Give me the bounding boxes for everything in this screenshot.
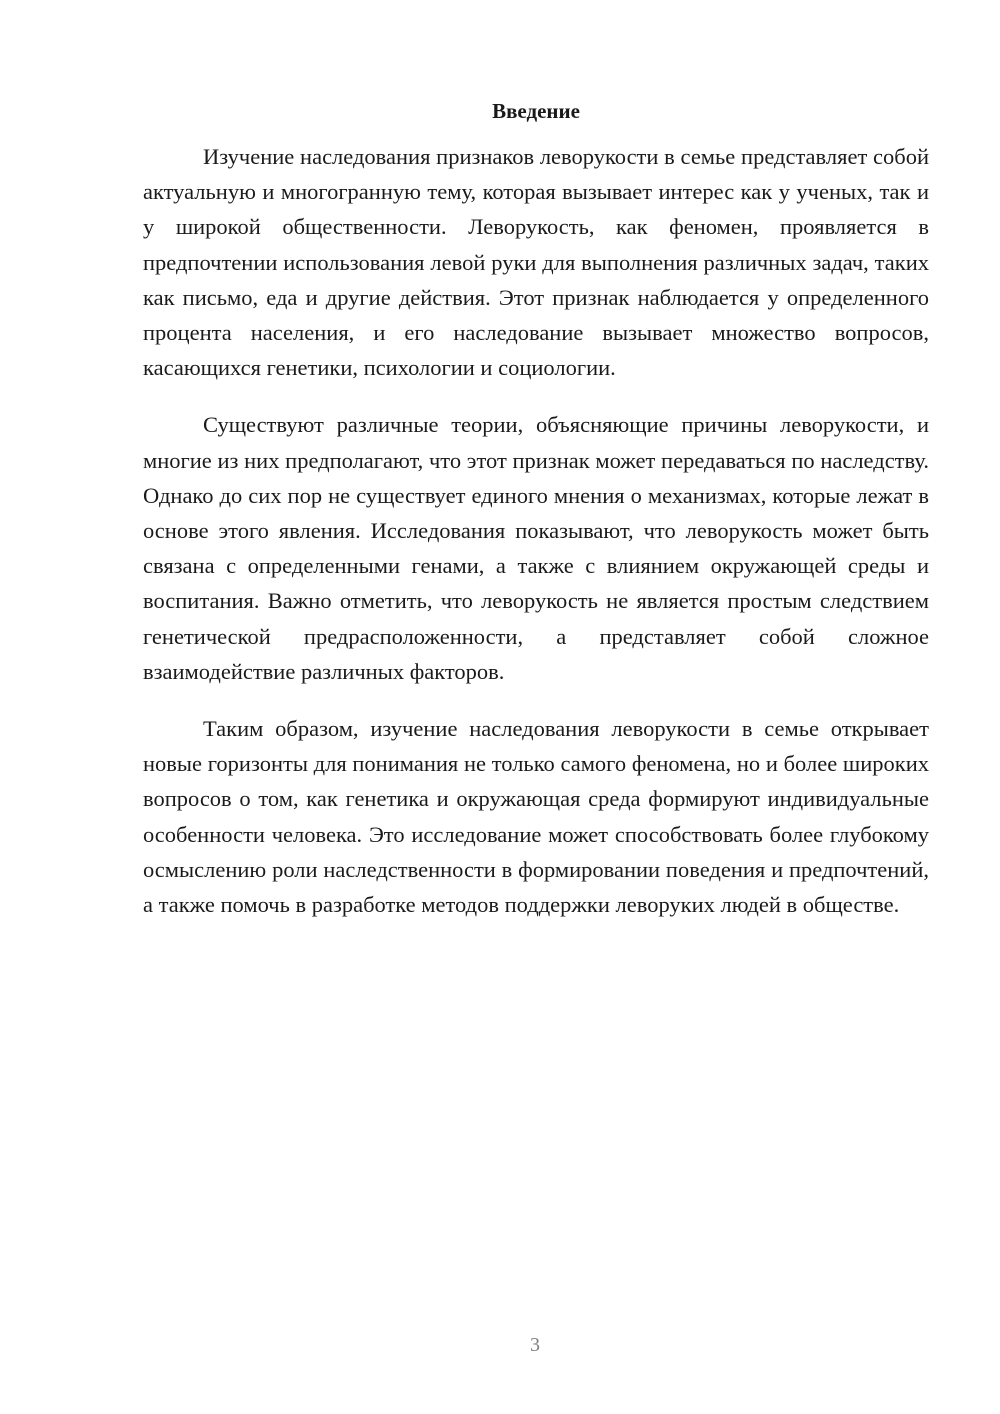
page-content (143, 95, 929, 944)
paragraph-1: Изучение наследования признаков леворукости в семье представляет собой актуальную и многогранную тему, которая вызывает интерес как у ученых, так и у широкой общественности. Леворукость, как феномен, проявляется в предпочтении использования левой руки для выполнения различных задач, таких как письмо, еда и другие действия. Этот признак наблюдается у определенного процента населения, и его наследование вызывает множество вопросов, касающихся генетики, психологии и социологии. (143, 144, 929, 381)
paragraph-2: Существуют различные теории, объясняющие причины леворукости, и многие из них предполагают, что этот признак может передаваться по наследству. Однако до сих пор не существует единого мнения о механизмах, которые лежат в основе этого явления. Исследования показывают, что леворукость может быть связана с определенными генами, а также с влиянием окружающей среды и воспитания. Важно отметить, что леворукость не является простым следствием генетической предрасположенности, а представляет собой сложное взаимодействие различных факторов. (143, 412, 929, 684)
section-heading: Введение (492, 99, 580, 123)
page-number: 3 (530, 1334, 540, 1356)
paragraph-3: Таким образом, изучение наследования леворукости в семье открывает новые горизонты для понимания не только самого феномена, но и более широких вопросов о том, как генетика и окружающая среда формируют индивидуальные особенности человека. Это исследование может способствовать более глубокому осмыслению роли наследственности в формировании поведения и предпочтений, а также помочь в разработке методов поддержки леворуких людей в обществе. (143, 716, 929, 918)
